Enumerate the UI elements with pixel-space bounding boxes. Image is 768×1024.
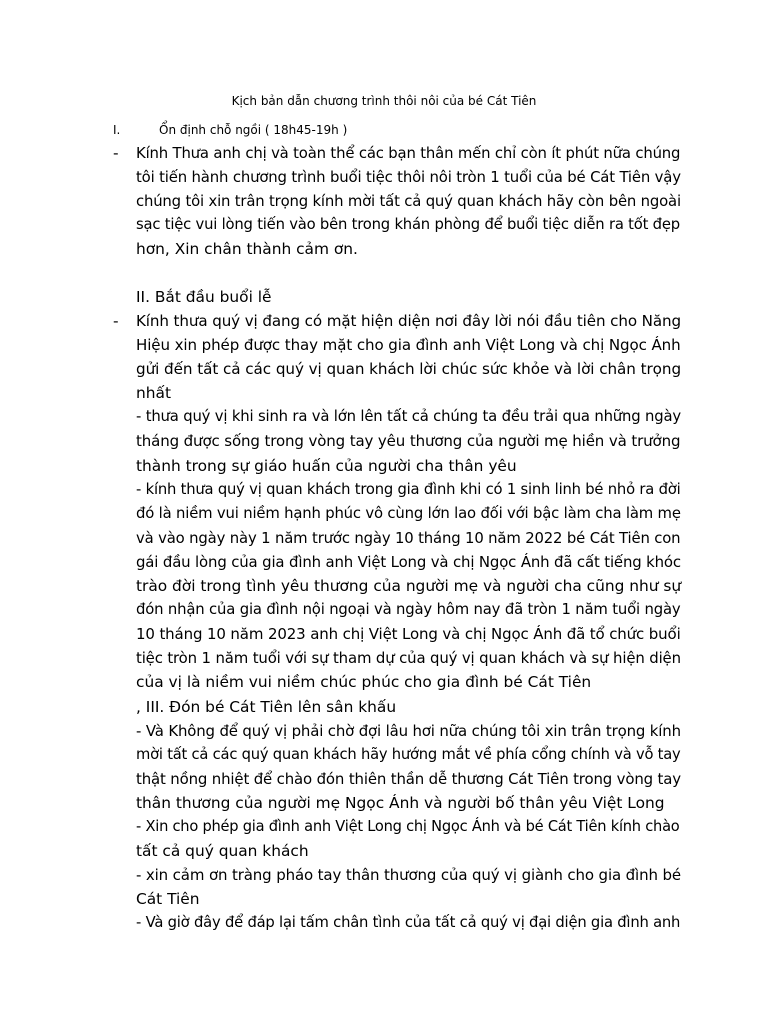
paragraph-line: tiệc tròn 1 năm tuổi với sự tham dự của quý vị quan khách và sự hiện diện <box>136 649 681 668</box>
paragraph-line: tất cả quý quan khách <box>136 842 309 861</box>
paragraph-2 <box>136 309 681 935</box>
paragraph-line: đó là niềm vui niềm hạnh phúc vô cùng lớn lao đối với bậc làm cha làm mẹ <box>136 504 681 522</box>
section-1-heading <box>113 123 347 137</box>
paragraph-line: Hiệu xin phép được thay mặt cho gia đình anh Việt Long và chị Ngọc Ánh <box>136 336 681 355</box>
paragraph-line: đón nhận của gia đình nội ngoại và ngày hôm nay đã tròn 1 năm tuổi ngày <box>136 601 681 619</box>
paragraph-line: thành trong sự giáo huấn của người cha thân yêu <box>136 456 517 475</box>
paragraph-line: Kính thưa quý vị đang có mặt hiện diện nơi đây lời nói đầu tiên cho Năng <box>136 312 682 330</box>
paragraph-2-bullet: - <box>113 312 119 330</box>
paragraph-line: của vị là niềm vui niềm chúc phúc cho gia đình bé Cát Tiên <box>136 673 592 692</box>
section-2-heading: II. Bắt đầu buổi lễ <box>136 288 272 306</box>
paragraph-line: thật nồng nhiệt để chào đón thiên thần dễ thương Cát Tiên trong vòng tay <box>136 769 681 788</box>
paragraph-line: nhất <box>136 384 171 403</box>
paragraph-line: - kính thưa quý vị quan khách trong gia đình khi có 1 sinh linh bé nhỏ ra đời <box>136 480 681 498</box>
paragraph-1-bullet: - <box>113 144 119 162</box>
paragraph-line: - Và Không để quý vị phải chờ đợi lâu hơi nữa chúng tôi xin trân trọng kính <box>136 721 681 740</box>
paragraph-line: mời tất cả các quý quan khách hãy hướng mắt về phía cổng chính và vỗ tay <box>136 745 681 763</box>
paragraph-line: tôi tiến hành chương trình buổi tiệc thôi nôi tròn 1 tuổi của bé Cát Tiên vậy <box>136 168 681 187</box>
paragraph-line: - xin cảm ơn tràng pháo tay thân thương của quý vị giành cho gia đình bé <box>136 866 681 885</box>
section-3-heading: , III. Đón bé Cát Tiên lên sân khấu <box>136 697 397 716</box>
paragraph-line: gái đầu lòng của gia đình anh Việt Long và chị Ngọc Ánh đã cất tiếng khóc <box>136 552 681 571</box>
document-title: Kịch bản dẫn chương trình thôi nôi của bé Cát Tiên <box>231 94 537 108</box>
section-1-number: I. <box>113 123 121 137</box>
paragraph-line: sạc tiệc vui lòng tiến vào bên trong khán phòng để buổi tiệc diễn ra tốt đẹp <box>136 216 680 234</box>
paragraph-1 <box>136 141 681 261</box>
section-1-title: Ổn định chỗ ngồi ( 18h45-19h ) <box>159 123 348 137</box>
paragraph-line: 10 tháng 10 năm 2023 anh chị Việt Long và chị Ngọc Ánh đã tổ chức buổi <box>136 625 681 644</box>
paragraph-line: và vào ngày này 1 năm trước ngày 10 tháng 10 năm 2022 bé Cát Tiên con <box>136 528 681 547</box>
paragraph-line: hơn, Xin chân thành cảm ơn. <box>136 240 358 259</box>
paragraph-line: thân thương của người mẹ Ngọc Ánh và người bố thân yêu Việt Long <box>136 793 665 812</box>
paragraph-line: - Xin cho phép gia đình anh Việt Long chị Ngọc Ánh và bé Cát Tiên kính chào <box>136 817 680 835</box>
paragraph-line: trào đời trong tình yêu thương của người mẹ và người cha cũng như sự <box>136 577 682 596</box>
paragraph-line: Cát Tiên <box>136 890 200 909</box>
paragraph-line: gửi đến tất cả các quý vị quan khách lời chúc sức khỏe và lời chân trọng <box>136 360 682 379</box>
paragraph-line: Kính Thưa anh chị và toàn thể các bạn thân mến chỉ còn ít phút nữa chúng <box>136 144 681 162</box>
paragraph-line: tháng được sống trong vòng tay yêu thương của người mẹ hiền và trưởng <box>136 432 681 451</box>
paragraph-line: - thưa quý vị khi sinh ra và lớn lên tất cả chúng ta đều trải qua những ngày <box>136 408 681 426</box>
paragraph-line: - Và giờ đây để đáp lại tấm chân tình của tất cả quý vị đại diện gia đình anh <box>136 914 681 932</box>
paragraph-line: chúng tôi xin trân trọng kính mời tất cả quý quan khách hãy còn bên ngoài <box>136 192 681 211</box>
